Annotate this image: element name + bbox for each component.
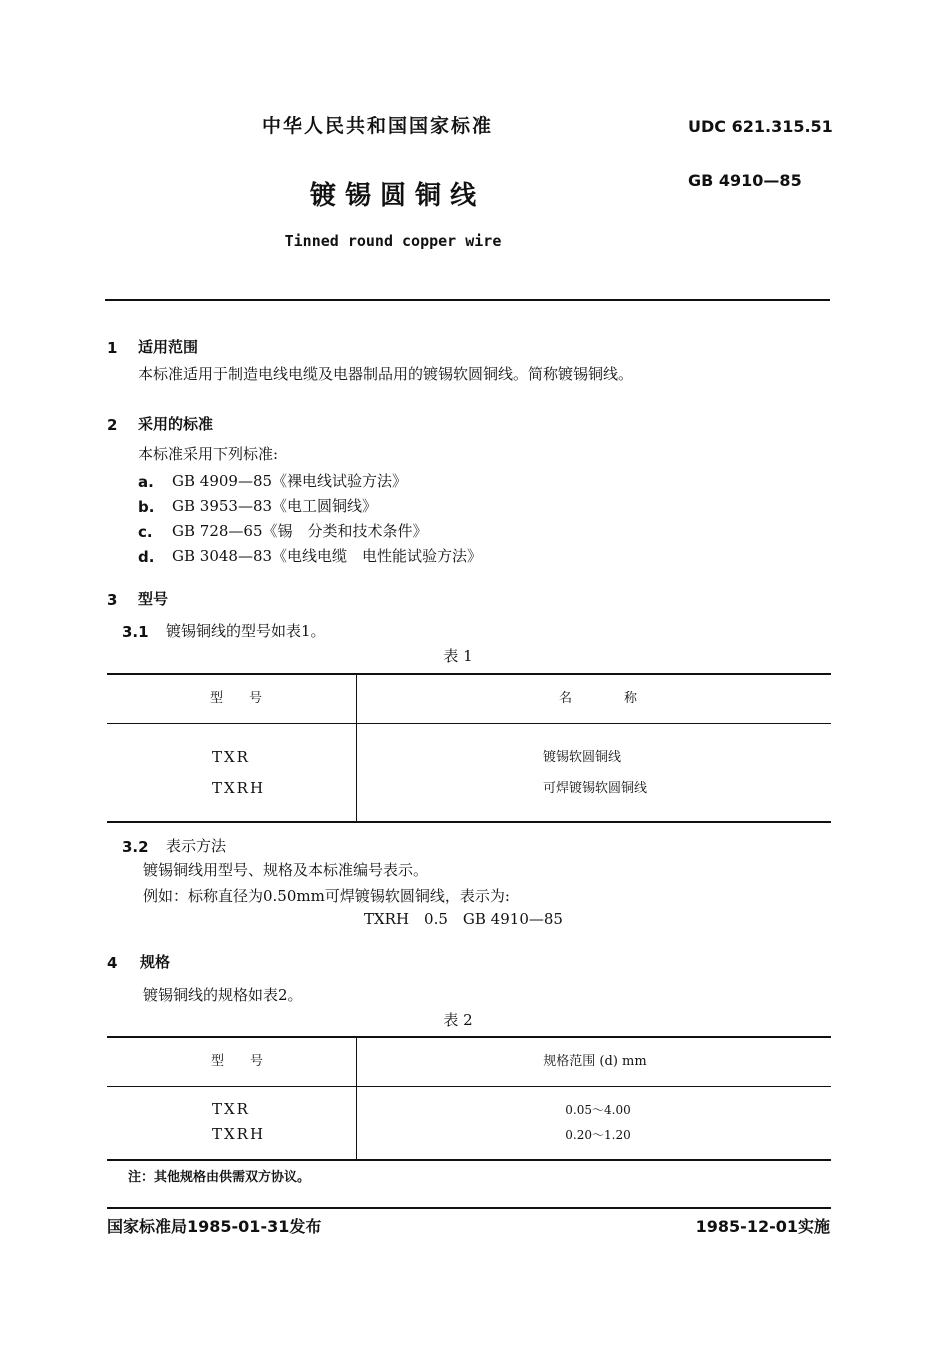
section-heading: 型号	[138, 590, 169, 608]
issuing-org: 中华人民共和国国家标准	[262, 115, 494, 137]
table-divider	[356, 1037, 357, 1160]
doc-title: 镀 锡 圆 铜 线	[309, 181, 477, 211]
list-item: GB 4909—85《裸电线试验方法》	[172, 472, 408, 490]
list-item: GB 728—65《锡 分类和技术条件》	[172, 522, 428, 540]
table-header: 型 号	[209, 691, 263, 706]
table-cell: TXR	[212, 1100, 250, 1118]
list-label: a.	[138, 473, 154, 491]
section-num: 3	[107, 591, 118, 609]
table-cell: TXR	[212, 748, 250, 766]
section-heading: 规格	[140, 953, 171, 971]
body-text: 镀锡铜线用型号、规格及本标准编号表示。	[143, 861, 429, 879]
section-heading: 适用范围	[138, 338, 199, 356]
section-num: 2	[107, 416, 118, 434]
table-cell: 镀锡软圆铜线	[543, 750, 622, 765]
header-rule	[105, 299, 830, 301]
example-text: TXRH 0.5 GB 4910—85	[364, 910, 563, 928]
table-divider	[356, 674, 357, 822]
section-num: 1	[107, 339, 118, 357]
table-rule	[107, 723, 831, 724]
udc-code: UDC 621.315.51	[688, 117, 833, 136]
table-rule	[107, 1036, 831, 1038]
list-item: GB 3048—83《电线电缆 电性能试验方法》	[172, 547, 483, 565]
table-cell: 可焊镀锡软圆铜线	[543, 781, 648, 796]
section-num: 4	[107, 954, 118, 972]
table1-caption: 表 1	[443, 647, 473, 665]
table-rule	[107, 1086, 831, 1087]
table-cell: TXRH	[212, 779, 266, 797]
table-cell: 0.05～4.00	[565, 1103, 631, 1117]
subsection-text: 镀锡铜线的型号如表1。	[166, 622, 326, 640]
list-label: c.	[138, 523, 153, 541]
section-body: 本标准适用于制造电线电缆及电器制品用的镀锡软圆铜线。简称镀锡铜线。	[138, 365, 634, 383]
table2-caption: 表 2	[443, 1011, 473, 1029]
subsection-num: 3.1	[122, 623, 149, 641]
table-rule	[107, 1159, 831, 1161]
issue-date: 国家标准局1985-01-31发布	[107, 1217, 322, 1236]
table-rule	[107, 673, 831, 675]
table-header: 规格范围 (d) mm	[543, 1054, 647, 1069]
section-body: 本标准采用下列标准:	[138, 445, 279, 463]
body-text: 镀锡铜线的规格如表2。	[143, 986, 303, 1004]
subsection-num: 3.2	[122, 838, 149, 856]
doc-title-en: Tinned round copper wire	[284, 232, 502, 250]
table-rule	[107, 821, 831, 823]
effective-date: 1985-12-01实施	[695, 1217, 830, 1236]
list-item: GB 3953—83《电工圆铜线》	[172, 497, 378, 515]
section-heading: 采用的标准	[138, 415, 214, 433]
footer-rule	[107, 1207, 831, 1209]
list-label: d.	[138, 548, 155, 566]
body-text: 例如：标称直径为0.50mm可焊镀锡软圆铜线，表示为:	[143, 887, 510, 905]
standard-code: GB 4910—85	[688, 171, 802, 190]
table-header: 型 号	[210, 1054, 264, 1069]
table-note: 注：其他规格由供需双方协议。	[128, 1170, 311, 1185]
table-cell: 0.20～1.20	[565, 1128, 631, 1142]
table-header: 名 称	[558, 691, 638, 706]
subsection-heading: 表示方法	[166, 837, 227, 855]
table-cell: TXRH	[212, 1125, 266, 1143]
list-label: b.	[138, 498, 155, 516]
